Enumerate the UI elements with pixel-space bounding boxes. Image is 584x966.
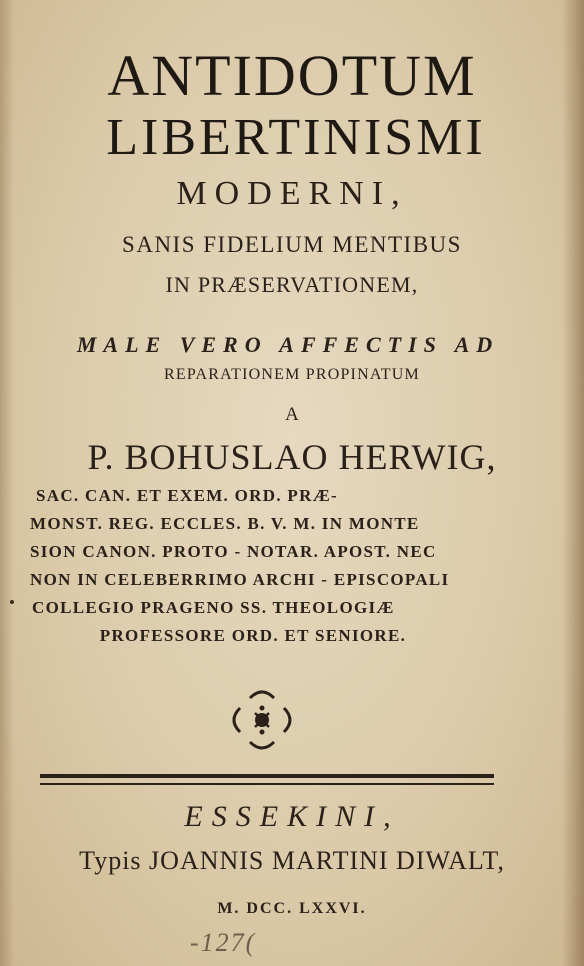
- author-titles: [30, 482, 506, 650]
- title-line-2: LIBERTINISMI: [106, 109, 486, 166]
- subtitle-line-4: REPARATIONEM PROPINATUM: [164, 366, 420, 383]
- author-title-line: PROFESSORE ORD. ET SENIORE.: [99, 626, 407, 645]
- title-line-1: ANTIDOTUM: [107, 43, 477, 108]
- ink-speck: [10, 600, 14, 604]
- printers-ornament-icon: [222, 680, 302, 760]
- imprint-printer: Typis JOANNIS MARTINI DIWALT,: [79, 846, 505, 875]
- author-title-line: SION CANON. PROTO - NOTAR. APOST. NEC: [30, 542, 437, 561]
- subtitle-line-3: MALE VERO AFFECTIS AD: [76, 332, 500, 357]
- author-name: P. BOHUSLAO HERWIG,: [87, 437, 497, 477]
- author-title-line: MONST. REG. ECCLES. B. V. M. IN MONTE: [30, 514, 420, 533]
- double-rule-thin: [40, 783, 494, 785]
- author-title-line: NON IN CELEBERRIMO ARCHI - EPISCOPALI: [30, 570, 450, 589]
- title-line-3: MODERNI,: [176, 175, 408, 212]
- handwritten-shelfmark: -127(: [190, 928, 257, 957]
- by-line: A: [285, 404, 299, 425]
- author-title-line: SAC. CAN. ET EXEM. ORD. PRÆ-: [36, 486, 338, 505]
- subtitle-line-2: IN PRÆSERVATIONEM,: [165, 272, 419, 297]
- imprint-place: ESSEKINI,: [184, 800, 400, 833]
- author-title-line: COLLEGIO PRAGENO SS. THEOLOGIÆ: [32, 598, 395, 617]
- double-rule-thick: [40, 774, 494, 778]
- subtitle-line-1: SANIS FIDELIUM MENTIBUS: [122, 232, 462, 257]
- imprint-year: M. DCC. LXXVI.: [217, 900, 367, 917]
